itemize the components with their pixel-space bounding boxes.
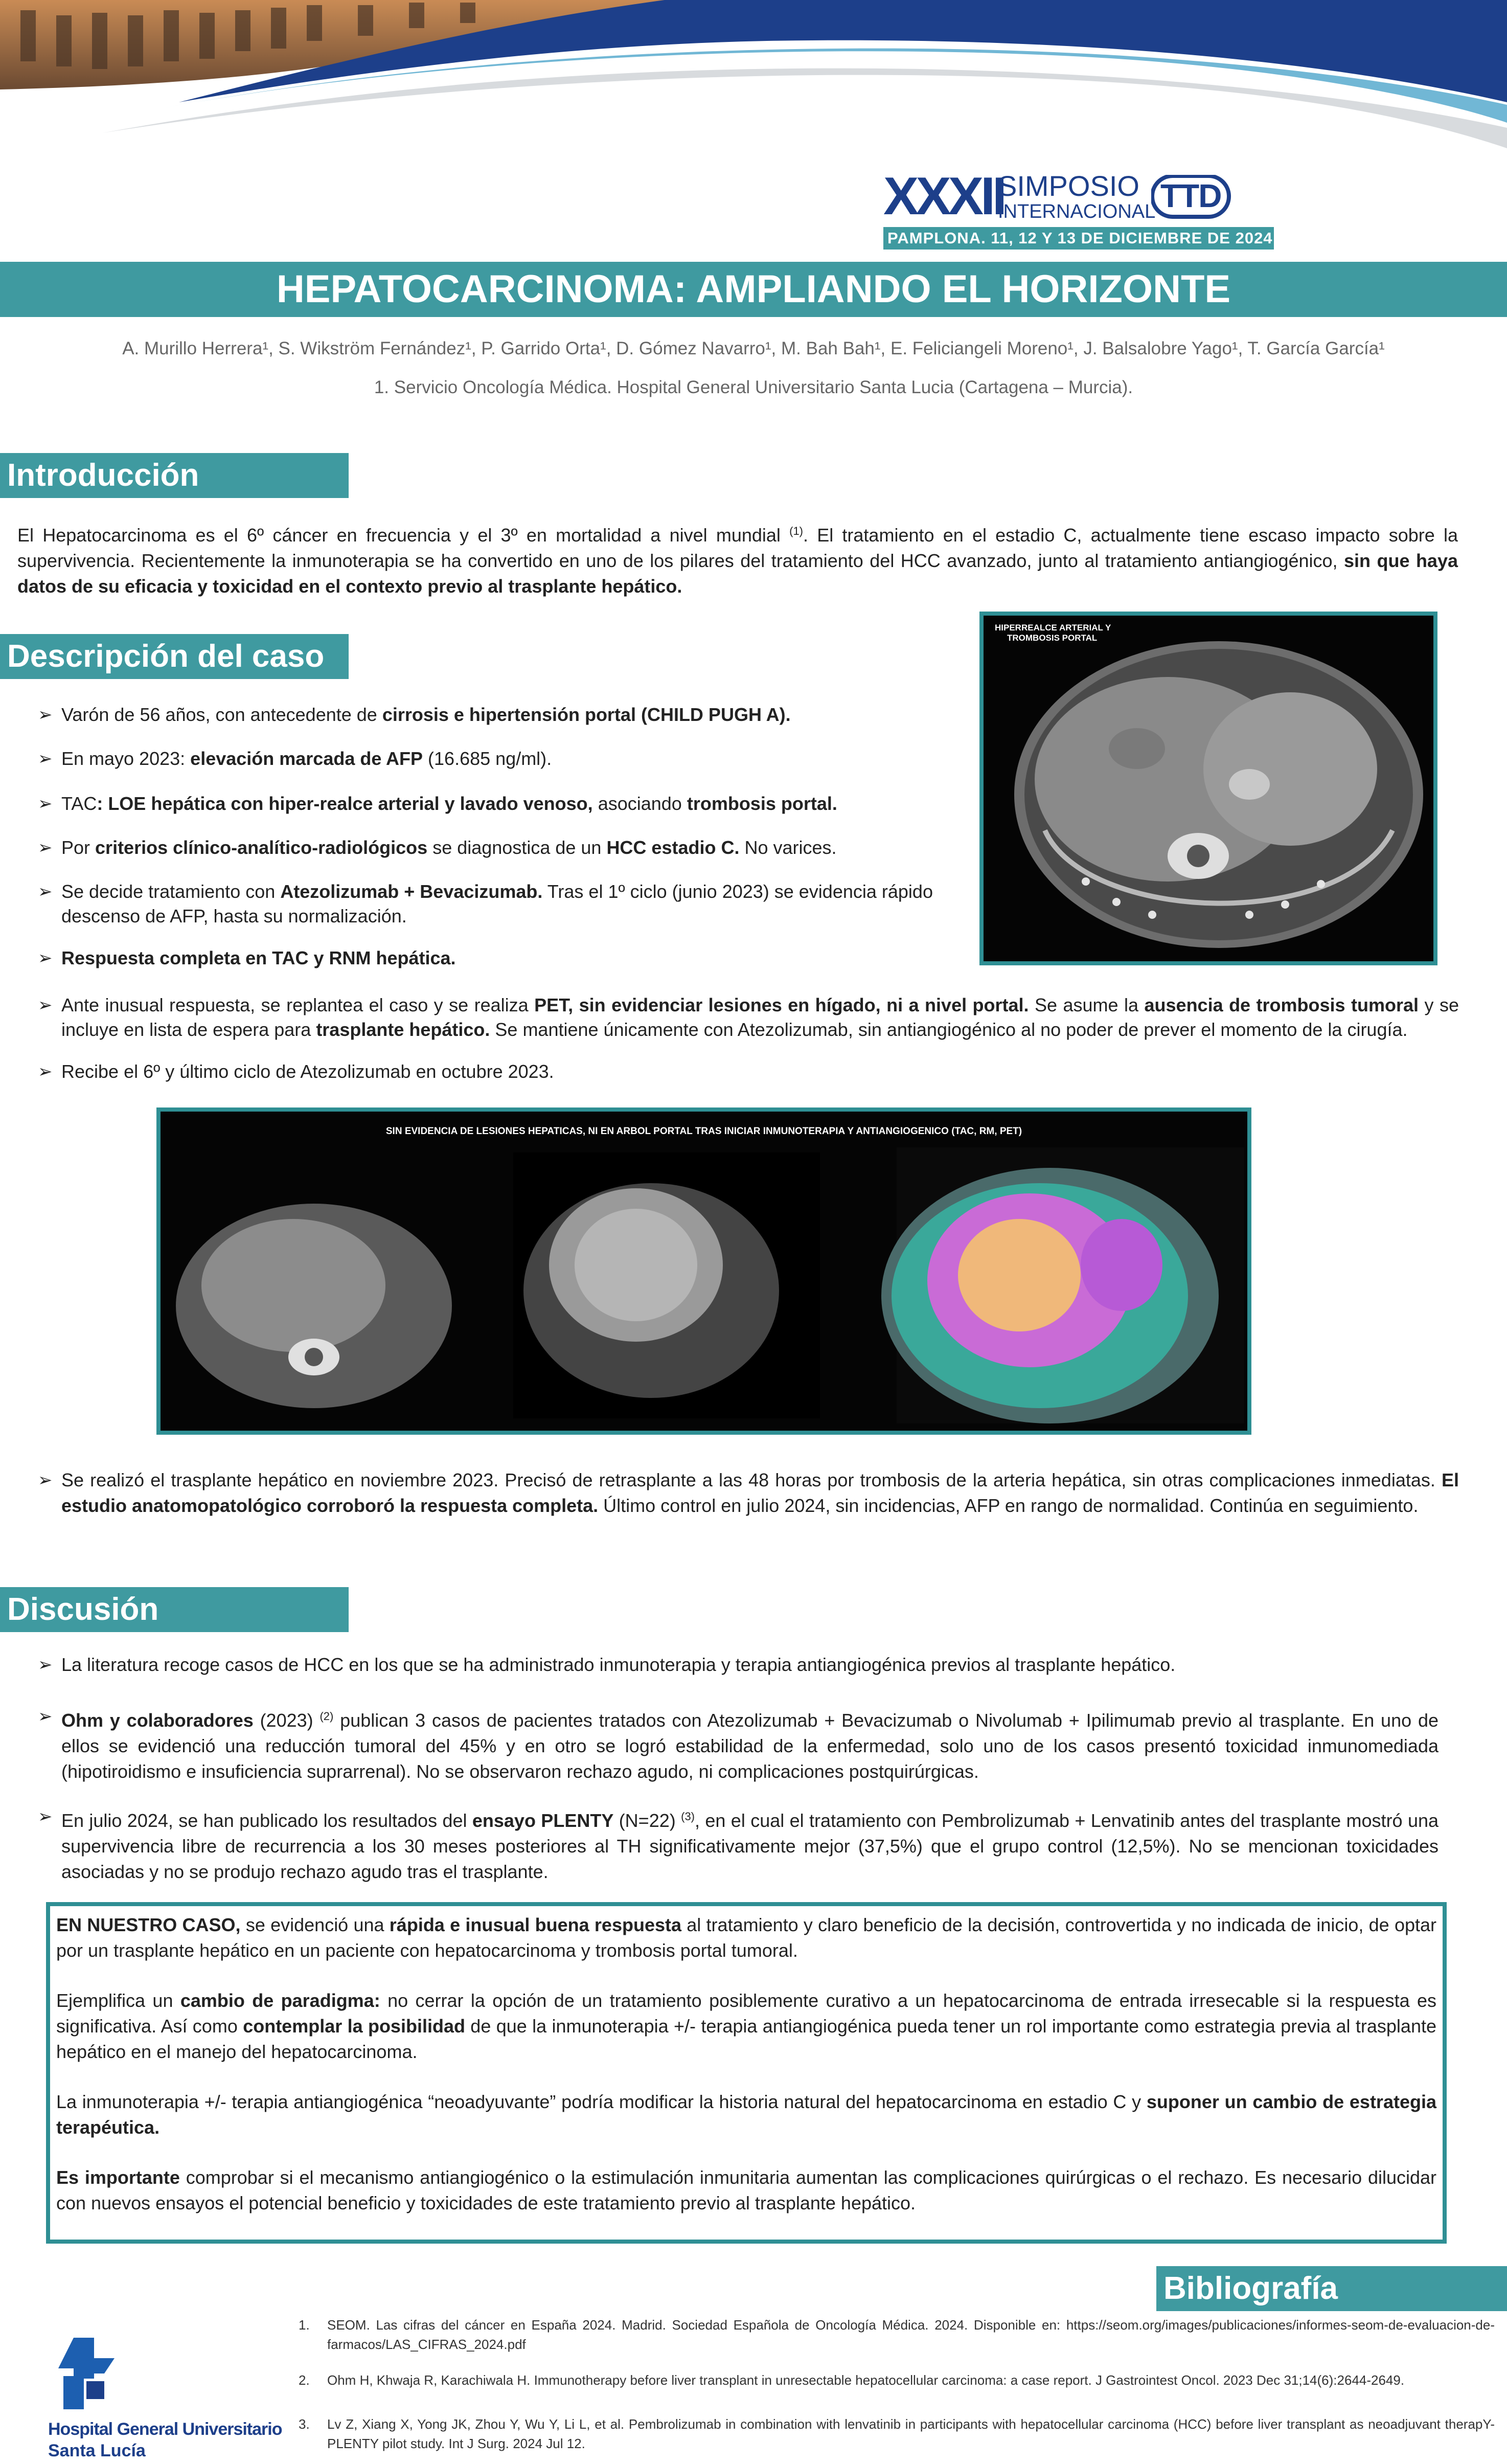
ct-rm-pet-images: [156, 1107, 1251, 1435]
case-bullet-6: ➢ Respuesta completa en TAC y RNM hepática.: [38, 946, 938, 970]
ct-scan-graphic: [984, 616, 1433, 961]
arrow-bullet-icon: ➢: [38, 996, 53, 1015]
arrow-bullet-icon: ➢: [38, 749, 53, 768]
arrow-bullet-icon: ➢: [38, 705, 53, 725]
ct-rm-pet-caption: SIN EVIDENCIA DE LESIONES HEPATICAS, NI EN ARBOL PORTAL TRAS INICIAR INMUNOTERAPIA Y ANTIANGIOGENICO (TAC, RM, PET): [385, 1126, 1022, 1137]
title-bar: [0, 262, 1507, 317]
intro-paragraph: El Hepatocarcinoma es el 6º cáncer en frecuencia y el 3º en mortalidad a nivel mundial $^{(1)}$. El tratamiento en el estadio C, actualmente tiene escaso impacto sobre la supervivencia. Recientemente la inmunoterapia se ha convertido en uno de los pilares del tratamiento del HCC avanzado, junto al tratamiento antiangiogénico, sin que haya datos de su eficacia y toxicidad en el contexto previo al trasplante hepático.: [17, 525, 1458, 597]
case-bullet-3: ➢ TAC: LOE hepática con hiper-realce arterial y lavado venoso, asociando trombosis portal.: [38, 792, 938, 816]
discussion-bullet-3: ➢ En julio 2024, se han publicado los resultados del ensayo PLENTY (N=22) $^{(3)}$, en el cual el tratamiento con Pembrolizumab + Lenvatinib antes del trasplante mostró una supervivencia libre de recurrencia a los 30 meses posteriores al TH significativamente mejor (37,5%) que el grupo control (12,5%). No se mencionan toxicidades asociadas y no se produjo rechazo agudo tras el trasplante.: [38, 1804, 1438, 1885]
ct-image-arterial: [979, 612, 1437, 965]
event-title-line2: INTERNACIONAL: [998, 201, 1156, 222]
event-roman-numeral: XXXII: [883, 167, 1004, 226]
citation-1: (1): [789, 525, 804, 537]
case-bullet-7: ➢ Ante inusual respuesta, se replantea el caso y se realiza PET, sin evidenciar lesiones en hígado, ni a nivel portal. Se asume la ausencia de trombosis tumoral y se incluye en lista de espera para trasplante hepático. Se mantiene únicamente con Atezolizumab, sin antiangiogénico al no poder de prever el momento de la cirugía.: [38, 993, 1459, 1042]
section-title-descripcion-caso: Descripción del caso: [0, 634, 349, 679]
arrow-bullet-icon: ➢: [38, 882, 53, 901]
section-title-bibliografia: Bibliografía: [1156, 2266, 1507, 2311]
case-bullet-9: ➢ Se realizó el trasplante hepático en noviembre 2023. Precisó de retrasplante a las 48 horas por trombosis de la arteria hepática, sin otras complicaciones inmediatas. El estudio anatomopatológico corroboró la respuesta completa. Último control en julio 2024, sin incidencias, AFP en rango de normalidad. Continúa en seguimiento.: [38, 1467, 1459, 1519]
header-banner: [0, 0, 1507, 148]
reference-number: 3.: [299, 2416, 310, 2432]
discussion-bullet-1: ➢ La literatura recoge casos de HCC en los que se ha administrado inmunoterapia y terapia antiangiogénica previos al trasplante hepático.: [38, 1653, 1438, 1677]
case-bullet-5: ➢ Se decide tratamiento con Atezolizumab + Bevacizumab. Tras el 1º ciclo (junio 2023) se evidencia rápido descenso de AFP, hasta su normalización.: [38, 879, 938, 929]
case-bullet-1: ➢ Varón de 56 años, con antecedente de cirrosis e hipertensión portal (CHILD PUGH A).: [38, 703, 938, 727]
conclusion-paragraph-4: Es importante comprobar si el mecanismo antiangiogénico o la estimulación inmunitaria aumentan las complicaciones quirúrgicas o el rechazo. Es necesario dilucidar con nuevos ensayos el potencial beneficio y toxicidades de este tratamiento previo al trasplante hepático.: [56, 2167, 1437, 2213]
citation-2: (2): [319, 1710, 334, 1723]
arrow-bullet-icon: ➢: [38, 1471, 53, 1490]
hospital-name-line1: Hospital General Universitario: [48, 2420, 282, 2439]
hospital-logo: [48, 2338, 293, 2460]
event-title-line1: SIMPOSIO: [998, 170, 1139, 202]
authors: A. Murillo Herrera¹, S. Wikström Fernández¹, P. Garrido Orta¹, D. Gómez Navarro¹, M. Bah Bah¹, E. Feliciangeli Moreno¹, J. Balsalobre Yago¹, T. García García¹: [122, 338, 1385, 358]
reference-text: SEOM. Las cifras del cáncer en España 2024. Madrid. Sociedad Española de Oncología Médica. 2024. Disponible en: https://seom.org/images/publicaciones/informes-seom-de-evaluacion-de-farmacos/LAS_CIFRAS_2024.pdf: [327, 2317, 1495, 2352]
reference-3: [299, 2414, 1495, 2453]
header-banner-graphic: [0, 0, 1507, 148]
event-logo: [883, 167, 1277, 252]
case-bullet-8: ➢ Recibe el 6º y último ciclo de Atezolizumab en octubre 2023.: [38, 1059, 1459, 1084]
section-title-discusion: Discusión: [0, 1587, 349, 1632]
event-place-date: PAMPLONA. 11, 12 Y 13 DE DICIEMBRE DE 2024: [883, 227, 1274, 250]
affiliation: 1. Servicio Oncología Médica. Hospital General Universitario Santa Lucia (Cartagena – Murcia).: [374, 377, 1133, 397]
arrow-bullet-icon: ➢: [38, 838, 53, 857]
arrow-bullet-icon: ➢: [38, 1707, 53, 1726]
hospital-logo-icon: [48, 2338, 120, 2409]
reference-text: Ohm H, Khwaja R, Karachiwala H. Immunotherapy before liver transplant in unresectable hepatocellular carcinoma: a case report. J Gastrointest Oncol. 2023 Dec 31;14(6):2644-2649.: [327, 2372, 1405, 2388]
citation-3: (3): [681, 1810, 695, 1823]
case-bullet-2: ➢ En mayo 2023: elevación marcada de AFP (16.685 ng/ml).: [38, 747, 938, 771]
ct-image-caption: HIPERREALCE ARTERIAL Y TROMBOSIS PORTAL: [995, 623, 1111, 643]
arrow-bullet-icon: ➢: [38, 1062, 53, 1081]
conclusion-paragraph-1: EN NUESTRO CASO, se evidenció una rápida e inusual buena respuesta al tratamiento y claro beneficio de la decisión, controvertida y no indicada de inicio, de optar por un trasplante hepático en un paciente con hepatocarcinoma y trombosis portal tumoral.: [56, 1914, 1436, 1961]
discussion-bullet-2: ➢ Ohm y colaboradores (2023) $^{(2)}$ publican 3 casos de pacientes tratados con Atezolizumab + Bevacizumab o Nivolumab + Ipilimumab previo al trasplante. En uno de ellos se evidenció una reducción tumoral del 45% y en otro se logró estabilidad de la enfermedad, solo uno de los casos presentó toxicidad inmunomediada (hipotiroidismo e insuficiencia suprarrenal). No se observaron rechazo agudo, ni complicaciones postquirúrgicas.: [38, 1704, 1438, 1784]
ttd-logo: [1151, 175, 1233, 221]
arrow-bullet-icon: ➢: [38, 1655, 53, 1675]
reference-2: [299, 2370, 1495, 2390]
reference-number: 2.: [299, 2372, 310, 2388]
section-title-introduccion: Introducción: [0, 453, 349, 498]
ttd-logo-text: TTD: [1160, 177, 1221, 214]
case-bullet-4: ➢ Por criterios clínico-analítico-radiológicos se diagnostica de un HCC estadio C. No varices.: [38, 835, 938, 860]
conclusion-paragraph-2: Ejemplifica un cambio de paradigma: no cerrar la opción de un tratamiento posiblemente curativo a un hepatocarcinoma de entrada irresecable si la respuesta es significativa. Así como contemplar la posibilidad de que la inmunoterapia +/- terapia antiangiogénica pueda tener un rol importante como estrategia previa al trasplante hepático en el manejo del hepatocarcinoma.: [56, 1990, 1436, 2062]
hospital-name-line2: Santa Lucía: [48, 2441, 146, 2460]
arrow-bullet-icon: ➢: [38, 1807, 53, 1826]
ct-rm-pet-graphic: [161, 1112, 1247, 1431]
reference-text: Lv Z, Xiang X, Yong JK, Zhou Y, Wu Y, Li L, et al. Pembrolizumab in combination with lenvatinib in participants with hepatocellular carcinoma (HCC) before liver transplant as neoadjuvant therapY-PLENTY pilot study. Int J Surg. 2024 Jul 12.: [327, 2416, 1495, 2451]
page-title: HEPATOCARCINOMA: AMPLIANDO EL HORIZONTE: [276, 267, 1231, 311]
reference-1: [299, 2315, 1495, 2354]
conclusion-box: [46, 1902, 1447, 2244]
reference-number: 1.: [299, 2317, 310, 2333]
arrow-bullet-icon: ➢: [38, 794, 53, 813]
conclusion-paragraph-3: La inmunoterapia +/- terapia antiangiogénica “neoadyuvante” podría modificar la historia natural del hepatocarcinoma en estadio C y suponer un cambio de estrategia terapéutica.: [56, 2091, 1436, 2138]
arrow-bullet-icon: ➢: [38, 948, 53, 968]
